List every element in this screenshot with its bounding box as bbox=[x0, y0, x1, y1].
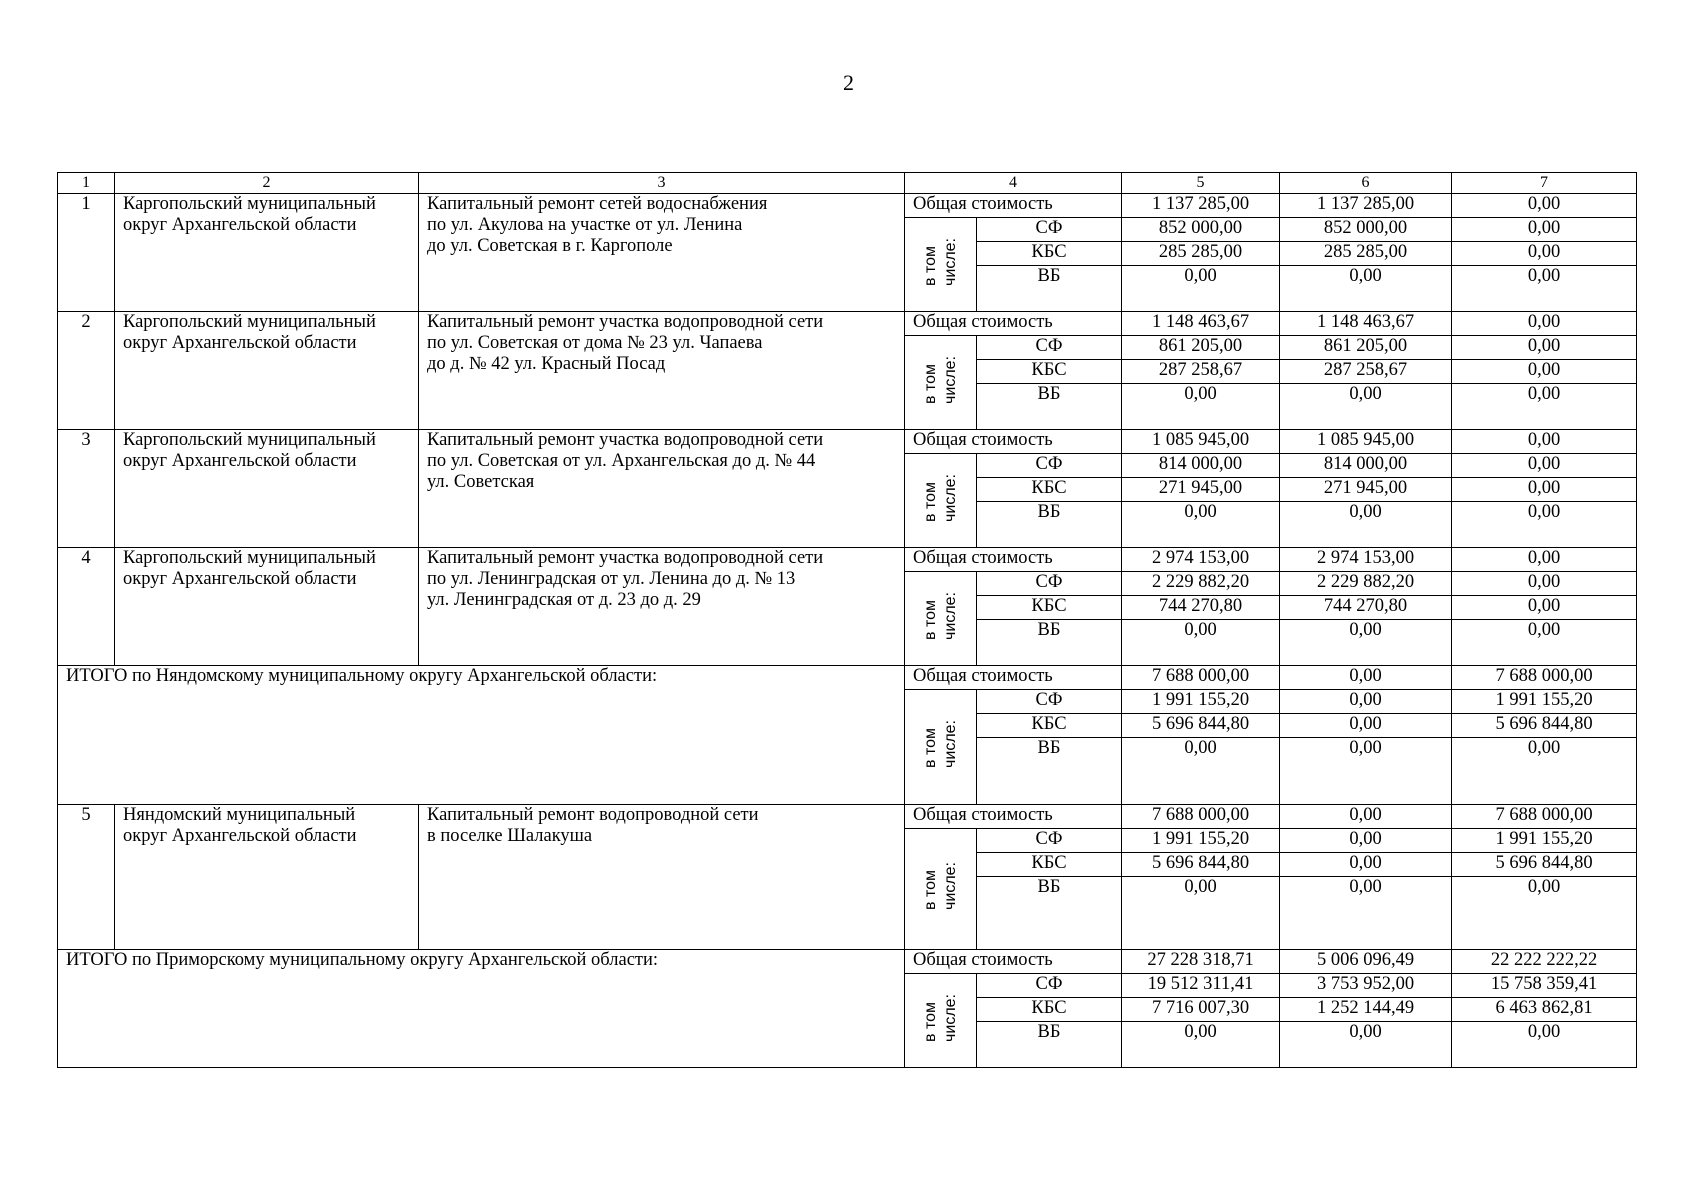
sf-value: 15 758 359,41 bbox=[1452, 974, 1637, 998]
column-number: 7 bbox=[1452, 173, 1637, 194]
total-value: 7 688 000,00 bbox=[1122, 805, 1280, 829]
sf-value: 1 991 155,20 bbox=[1122, 829, 1280, 853]
kbs-label: КБС bbox=[977, 853, 1122, 877]
including-label-cell bbox=[905, 690, 977, 805]
municipality-line: Няндомский муниципальный bbox=[123, 805, 356, 825]
municipality-cell bbox=[115, 312, 419, 430]
municipality-line: Каргопольский муниципальный bbox=[123, 430, 376, 450]
total-value: 1 137 285,00 bbox=[1122, 194, 1280, 218]
vb-label: ВБ bbox=[977, 1022, 1122, 1068]
vb-value: 0,00 bbox=[1280, 620, 1452, 666]
item-number: 1 bbox=[58, 194, 115, 312]
kbs-value: 5 696 844,80 bbox=[1452, 714, 1637, 738]
including-label-cell bbox=[905, 572, 977, 666]
column-number: 4 bbox=[905, 173, 1122, 194]
total-value: 1 137 285,00 bbox=[1280, 194, 1452, 218]
total-value: 7 688 000,00 bbox=[1452, 666, 1637, 690]
column-number: 5 bbox=[1122, 173, 1280, 194]
sf-label: СФ bbox=[977, 218, 1122, 242]
municipality-line: округ Архангельской области bbox=[123, 826, 357, 846]
sf-value: 852 000,00 bbox=[1122, 218, 1280, 242]
kbs-value: 744 270,80 bbox=[1122, 596, 1280, 620]
description-cell bbox=[419, 430, 905, 548]
total-cost-label: Общая стоимость bbox=[905, 950, 1122, 974]
item-row bbox=[58, 430, 1637, 454]
vb-value: 0,00 bbox=[1122, 877, 1280, 950]
sf-label: СФ bbox=[977, 690, 1122, 714]
vb-value: 0,00 bbox=[1280, 502, 1452, 548]
column-number-row bbox=[58, 173, 1637, 194]
vb-value: 0,00 bbox=[1280, 384, 1452, 430]
municipality-cell bbox=[115, 430, 419, 548]
description-line: ул. Советская bbox=[427, 472, 535, 492]
sf-value: 1 991 155,20 bbox=[1452, 829, 1637, 853]
total-value: 5 006 096,49 bbox=[1280, 950, 1452, 974]
total-cost-label: Общая стоимость bbox=[905, 194, 1122, 218]
page-number: 2 bbox=[843, 70, 854, 95]
vb-label: ВБ bbox=[977, 877, 1122, 950]
kbs-value: 287 258,67 bbox=[1280, 360, 1452, 384]
vb-value: 0,00 bbox=[1280, 877, 1452, 950]
description-line: по ул. Ленинградская от ул. Ленина до д. № 13 bbox=[427, 569, 796, 589]
total-value: 27 228 318,71 bbox=[1122, 950, 1280, 974]
kbs-value: 285 285,00 bbox=[1280, 242, 1452, 266]
including-label: в том числе: bbox=[921, 473, 959, 522]
municipality-line: Каргопольский муниципальный bbox=[123, 548, 376, 568]
column-number: 6 bbox=[1280, 173, 1452, 194]
including-label-cell bbox=[905, 454, 977, 548]
kbs-value: 744 270,80 bbox=[1280, 596, 1452, 620]
item-number: 3 bbox=[58, 430, 115, 548]
sf-value: 0,00 bbox=[1280, 829, 1452, 853]
sf-value: 2 229 882,20 bbox=[1280, 572, 1452, 596]
municipality-line: Каргопольский муниципальный bbox=[123, 312, 376, 332]
including-label: в том числе: bbox=[921, 720, 959, 768]
kbs-label: КБС bbox=[977, 242, 1122, 266]
column-number: 3 bbox=[419, 173, 905, 194]
description-line: по ул. Акулова на участке от ул. Ленина bbox=[427, 215, 743, 235]
kbs-value: 1 252 144,49 bbox=[1280, 998, 1452, 1022]
kbs-value: 287 258,67 bbox=[1122, 360, 1280, 384]
including-label-cell bbox=[905, 829, 977, 950]
item-number: 5 bbox=[58, 805, 115, 950]
total-cost-label: Общая стоимость bbox=[905, 430, 1122, 454]
item-number: 4 bbox=[58, 548, 115, 666]
total-value: 2 974 153,00 bbox=[1280, 548, 1452, 572]
sf-value: 0,00 bbox=[1452, 218, 1637, 242]
description-line: Капитальный ремонт участка водопроводной сети bbox=[427, 548, 824, 568]
kbs-value: 7 716 007,30 bbox=[1122, 998, 1280, 1022]
total-cost-label: Общая стоимость bbox=[905, 805, 1122, 829]
sf-value: 814 000,00 bbox=[1280, 454, 1452, 478]
sf-label: СФ bbox=[977, 454, 1122, 478]
vb-value: 0,00 bbox=[1280, 266, 1452, 312]
total-value: 1 085 945,00 bbox=[1122, 430, 1280, 454]
kbs-value: 0,00 bbox=[1280, 714, 1452, 738]
kbs-value: 0,00 bbox=[1452, 596, 1637, 620]
total-value: 0,00 bbox=[1280, 805, 1452, 829]
sf-value: 861 205,00 bbox=[1280, 336, 1452, 360]
subtotal-label: ИТОГО по Няндомскому муниципальному округу Архангельской области: bbox=[58, 666, 905, 805]
total-value: 0,00 bbox=[1280, 666, 1452, 690]
vb-label: ВБ bbox=[977, 266, 1122, 312]
subtotal-row bbox=[58, 666, 1637, 690]
sf-value: 814 000,00 bbox=[1122, 454, 1280, 478]
municipality-cell bbox=[115, 548, 419, 666]
kbs-value: 271 945,00 bbox=[1122, 478, 1280, 502]
vb-value: 0,00 bbox=[1452, 1022, 1637, 1068]
municipality-line: округ Архангельской области bbox=[123, 215, 357, 235]
municipality-cell bbox=[115, 805, 419, 950]
kbs-value: 0,00 bbox=[1452, 360, 1637, 384]
vb-value: 0,00 bbox=[1122, 620, 1280, 666]
vb-label: ВБ bbox=[977, 384, 1122, 430]
vb-value: 0,00 bbox=[1122, 266, 1280, 312]
kbs-value: 6 463 862,81 bbox=[1452, 998, 1637, 1022]
sf-value: 19 512 311,41 bbox=[1122, 974, 1280, 998]
description-line: ул. Ленинградская от д. 23 до д. 29 bbox=[427, 590, 701, 610]
municipality-line: Каргопольский муниципальный bbox=[123, 194, 376, 214]
subtotal-row bbox=[58, 950, 1637, 974]
vb-value: 0,00 bbox=[1122, 502, 1280, 548]
item-row bbox=[58, 312, 1637, 336]
sf-label: СФ bbox=[977, 336, 1122, 360]
vb-value: 0,00 bbox=[1452, 502, 1637, 548]
including-label-cell bbox=[905, 974, 977, 1068]
total-value: 0,00 bbox=[1452, 194, 1637, 218]
vb-value: 0,00 bbox=[1452, 384, 1637, 430]
including-label: в том числе: bbox=[921, 993, 959, 1042]
description-line: Капитальный ремонт сетей водоснабжения bbox=[427, 194, 768, 214]
description-cell bbox=[419, 805, 905, 950]
description-line: Капитальный ремонт водопроводной сети bbox=[427, 805, 759, 825]
description-line: по ул. Советская от дома № 23 ул. Чапаева bbox=[427, 333, 763, 353]
sf-value: 2 229 882,20 bbox=[1122, 572, 1280, 596]
municipality-line: округ Архангельской области bbox=[123, 333, 357, 353]
vb-value: 0,00 bbox=[1452, 877, 1637, 950]
including-label: в том числе: bbox=[921, 237, 959, 286]
total-value: 0,00 bbox=[1452, 430, 1637, 454]
vb-value: 0,00 bbox=[1122, 738, 1280, 805]
total-cost-label: Общая стоимость bbox=[905, 666, 1122, 690]
description-line: в поселке Шалакуша bbox=[427, 826, 593, 846]
including-label: в том числе: bbox=[921, 591, 959, 640]
column-number: 1 bbox=[58, 173, 115, 194]
kbs-value: 0,00 bbox=[1452, 242, 1637, 266]
description-line: до ул. Советская в г. Каргополе bbox=[427, 236, 673, 256]
municipality-line: округ Архангельской области bbox=[123, 451, 357, 471]
item-number: 2 bbox=[58, 312, 115, 430]
kbs-label: КБС bbox=[977, 998, 1122, 1022]
total-value: 1 085 945,00 bbox=[1280, 430, 1452, 454]
vb-value: 0,00 bbox=[1452, 738, 1637, 805]
kbs-value: 0,00 bbox=[1280, 853, 1452, 877]
sf-value: 1 991 155,20 bbox=[1122, 690, 1280, 714]
sf-value: 0,00 bbox=[1452, 572, 1637, 596]
total-value: 1 148 463,67 bbox=[1122, 312, 1280, 336]
sf-value: 0,00 bbox=[1452, 336, 1637, 360]
description-line: до д. № 42 ул. Красный Посад bbox=[427, 354, 666, 374]
total-value: 0,00 bbox=[1452, 312, 1637, 336]
including-label-cell bbox=[905, 336, 977, 430]
kbs-value: 285 285,00 bbox=[1122, 242, 1280, 266]
sf-value: 1 991 155,20 bbox=[1452, 690, 1637, 714]
kbs-value: 271 945,00 bbox=[1280, 478, 1452, 502]
including-label-cell bbox=[905, 218, 977, 312]
vb-value: 0,00 bbox=[1122, 1022, 1280, 1068]
total-value: 22 222 222,22 bbox=[1452, 950, 1637, 974]
vb-value: 0,00 bbox=[1280, 1022, 1452, 1068]
including-label: в том числе: bbox=[921, 862, 959, 910]
sf-value: 0,00 bbox=[1280, 690, 1452, 714]
description-cell bbox=[419, 194, 905, 312]
sf-value: 3 753 952,00 bbox=[1280, 974, 1452, 998]
description-cell bbox=[419, 548, 905, 666]
kbs-value: 5 696 844,80 bbox=[1122, 853, 1280, 877]
item-row bbox=[58, 805, 1637, 829]
sf-label: СФ bbox=[977, 829, 1122, 853]
description-line: Капитальный ремонт участка водопроводной сети bbox=[427, 430, 824, 450]
column-number: 2 bbox=[115, 173, 419, 194]
total-value: 1 148 463,67 bbox=[1280, 312, 1452, 336]
kbs-value: 5 696 844,80 bbox=[1452, 853, 1637, 877]
vb-value: 0,00 bbox=[1452, 620, 1637, 666]
vb-value: 0,00 bbox=[1280, 738, 1452, 805]
description-line: Капитальный ремонт участка водопроводной сети bbox=[427, 312, 824, 332]
vb-value: 0,00 bbox=[1122, 384, 1280, 430]
total-cost-label: Общая стоимость bbox=[905, 548, 1122, 572]
budget-table bbox=[57, 172, 1637, 1068]
sf-value: 852 000,00 bbox=[1280, 218, 1452, 242]
total-value: 0,00 bbox=[1452, 548, 1637, 572]
vb-label: ВБ bbox=[977, 738, 1122, 805]
kbs-label: КБС bbox=[977, 360, 1122, 384]
description-line: по ул. Советская от ул. Архангельская до д. № 44 bbox=[427, 451, 816, 471]
total-value: 7 688 000,00 bbox=[1452, 805, 1637, 829]
total-cost-label: Общая стоимость bbox=[905, 312, 1122, 336]
sf-label: СФ bbox=[977, 974, 1122, 998]
sf-label: СФ bbox=[977, 572, 1122, 596]
kbs-label: КБС bbox=[977, 478, 1122, 502]
subtotal-label: ИТОГО по Приморскому муниципальному округу Архангельской области: bbox=[58, 950, 905, 1068]
total-value: 2 974 153,00 bbox=[1122, 548, 1280, 572]
item-row bbox=[58, 194, 1637, 218]
municipality-cell bbox=[115, 194, 419, 312]
kbs-value: 0,00 bbox=[1452, 478, 1637, 502]
sf-value: 861 205,00 bbox=[1122, 336, 1280, 360]
vb-value: 0,00 bbox=[1452, 266, 1637, 312]
kbs-value: 5 696 844,80 bbox=[1122, 714, 1280, 738]
kbs-label: КБС bbox=[977, 596, 1122, 620]
sf-value: 0,00 bbox=[1452, 454, 1637, 478]
kbs-label: КБС bbox=[977, 714, 1122, 738]
vb-label: ВБ bbox=[977, 620, 1122, 666]
municipality-line: округ Архангельской области bbox=[123, 569, 357, 589]
including-label: в том числе: bbox=[921, 355, 959, 404]
vb-label: ВБ bbox=[977, 502, 1122, 548]
item-row bbox=[58, 548, 1637, 572]
description-cell bbox=[419, 312, 905, 430]
total-value: 7 688 000,00 bbox=[1122, 666, 1280, 690]
